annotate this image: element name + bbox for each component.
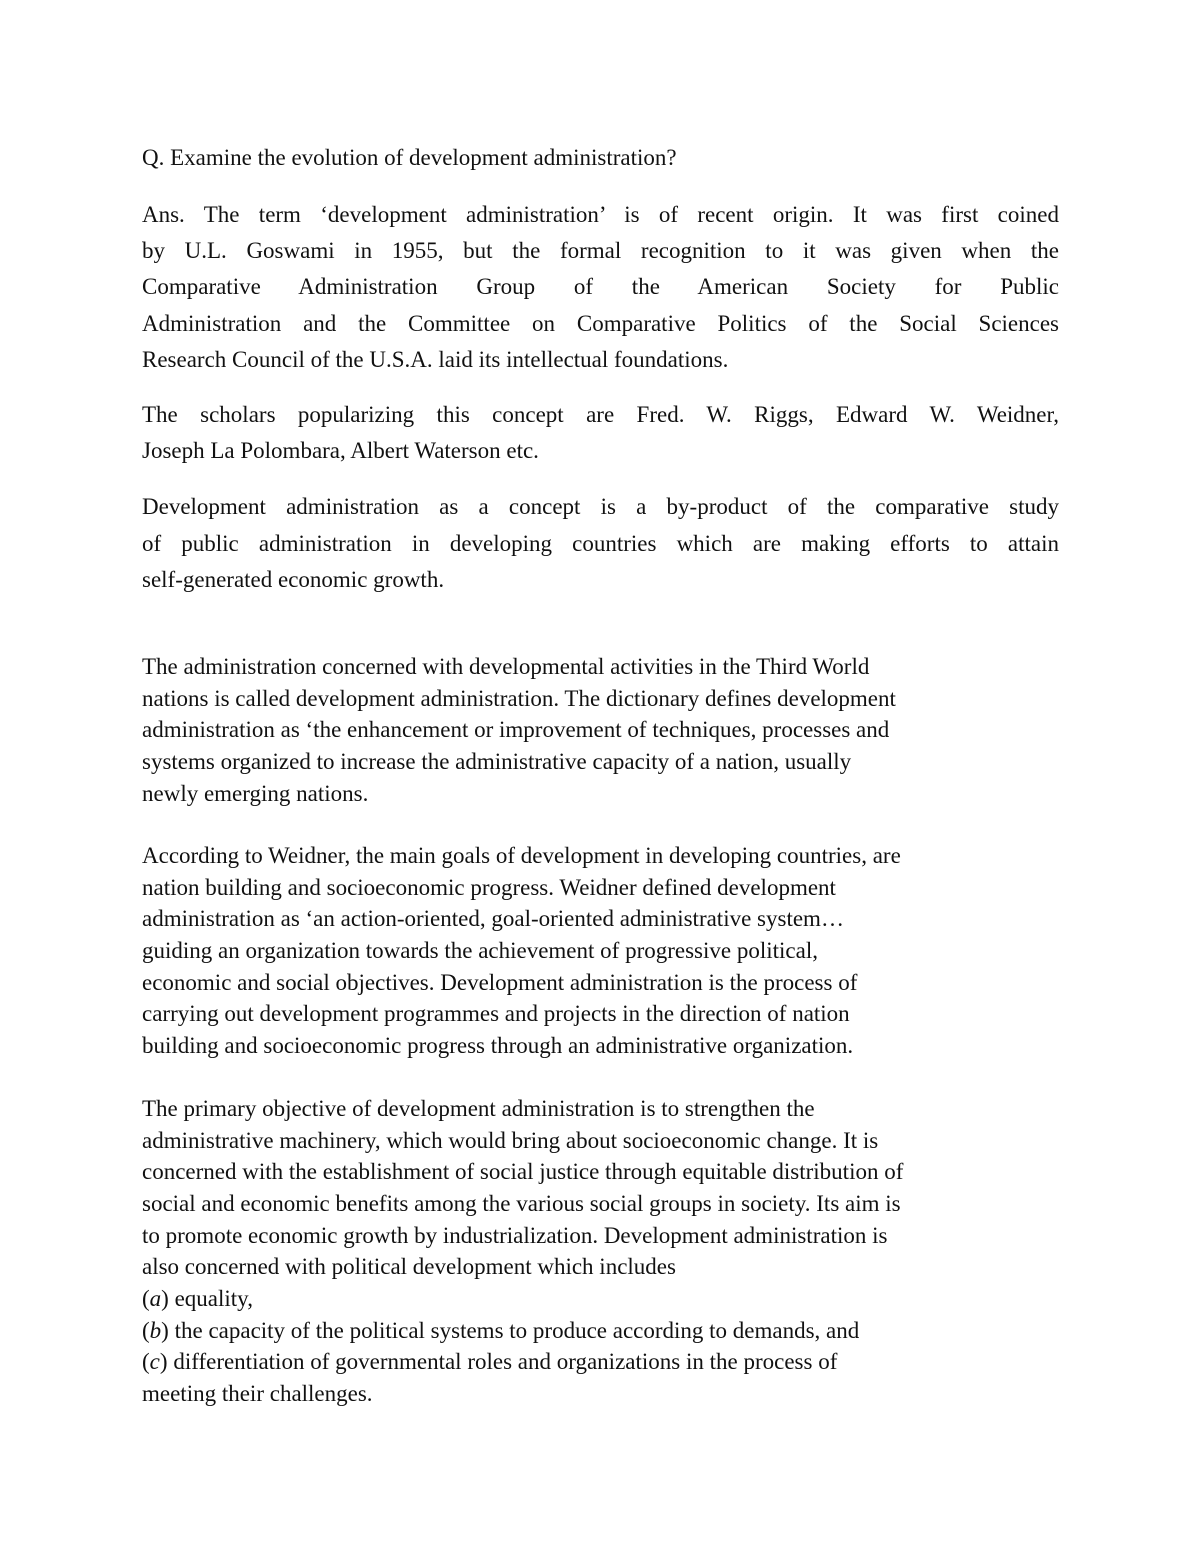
paragraph-3-line: of public administration in developing countries which are making efforts to attain xyxy=(142,531,1059,556)
list-item xyxy=(142,1284,253,1314)
paragraph-4-line: administration as ‘the enhancement or improvement of techniques, processes and xyxy=(142,717,890,742)
paragraph-6-line: social and economic benefits among the various social groups in society. Its aim is xyxy=(142,1191,901,1216)
list-item-continuation: meeting their challenges. xyxy=(142,1381,373,1406)
paragraph-3-line: self-generated economic growth. xyxy=(142,567,445,592)
paragraph-5-line: administration as ‘an action-oriented, goal-oriented administrative system… xyxy=(142,906,844,931)
paragraph-5-line: carrying out development programmes and projects in the direction of nation xyxy=(142,1001,850,1026)
paragraph-5-line: economic and social objectives. Development administration is the process of xyxy=(142,970,858,995)
list-item xyxy=(142,1316,859,1346)
paragraph-6-line: The primary objective of development administration is to strengthen the xyxy=(142,1096,815,1121)
paragraph-1-line: Comparative Administration Group of the American Society for Public xyxy=(142,274,1059,299)
paragraph-1-line: Research Council of the U.S.A. laid its intellectual foundations. xyxy=(142,347,729,372)
paragraph-5-line: nation building and socioeconomic progress. Weidner defined development xyxy=(142,875,836,900)
paragraph-6-line: to promote economic growth by industrialization. Development administration is xyxy=(142,1223,888,1248)
paragraph-1-line: Ans. The term ‘development administration’ is of recent origin. It was first coined xyxy=(142,202,1059,227)
paragraph-6-line: also concerned with political development which includes xyxy=(142,1254,676,1279)
paragraph-5-line: building and socioeconomic progress through an administrative organization. xyxy=(142,1033,854,1058)
paragraph-2-line: The scholars popularizing this concept are Fred. W. Riggs, Edward W. Weidner, xyxy=(142,402,1059,427)
paragraph-2-line: Joseph La Polombara, Albert Waterson etc. xyxy=(142,438,539,463)
paragraph-5-line: guiding an organization towards the achievement of progressive political, xyxy=(142,938,818,963)
list-marker: (a) xyxy=(142,1286,169,1311)
paragraph-4-line: nations is called development administration. The dictionary defines development xyxy=(142,686,896,711)
list-item-text: differentiation of governmental roles and organizations in the process of xyxy=(167,1349,838,1374)
paragraph-4-line: systems organized to increase the administrative capacity of a nation, usually xyxy=(142,749,852,774)
question-heading: Q. Examine the evolution of development administration? xyxy=(142,145,677,170)
list-item-text: equality, xyxy=(168,1286,253,1311)
paragraph-6-line: concerned with the establishment of social justice through equitable distribution of xyxy=(142,1159,904,1184)
list-item xyxy=(142,1347,837,1377)
paragraph-5-line: According to Weidner, the main goals of development in developing countries, are xyxy=(142,843,901,868)
paragraph-3-line: Development administration as a concept is a by-product of the comparative study xyxy=(142,494,1059,519)
paragraph-1-line: by U.L. Goswami in 1955, but the formal recognition to it was given when the xyxy=(142,238,1059,263)
list-item-text: the capacity of the political systems to produce according to demands, and xyxy=(168,1318,860,1343)
paragraph-4-line: newly emerging nations. xyxy=(142,781,369,806)
paragraph-6-line: administrative machinery, which would bring about socioeconomic change. It is xyxy=(142,1128,879,1153)
paragraph-4-line: The administration concerned with developmental activities in the Third World xyxy=(142,654,870,679)
list-marker: (b) xyxy=(142,1318,169,1343)
paragraph-1-line: Administration and the Committee on Comparative Politics of the Social Sciences xyxy=(142,311,1059,336)
list-marker: (c) xyxy=(142,1349,168,1374)
